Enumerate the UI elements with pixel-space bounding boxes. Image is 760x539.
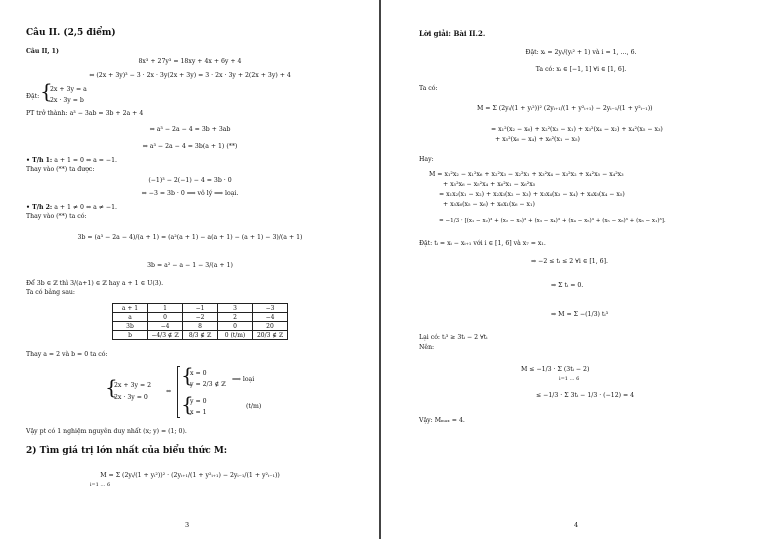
case-condition: a + 1 = 0 ⇔ a = −1. [54, 157, 117, 164]
table-cell: a + 1 [113, 304, 148, 313]
equation: = x₁x₂(x₁ − x₂) + x₂x₃(x₂ − x₃) + x₃x₄(x₃ − x₄) + x₄x₅(x₄ − x₅) [439, 191, 625, 198]
text-line: Lại có: tᵢ³ ≥ 3tᵢ − 2 ∀tᵢ [419, 334, 488, 341]
table-cell: −1 [183, 304, 218, 313]
text-line: Để 3b ∈ ℤ thì 3/(a+1) ∈ ℤ hay a + 1 ∈ U(3). [26, 280, 164, 287]
table-cell: −3 [253, 304, 288, 313]
equation: (−1)³ − 2(−1) − 4 = 3b · 0 [148, 177, 232, 184]
equation: ⇔ (2x + 3y)³ − 3 · 2x · 3y(2x + 3y) = 3 · 2x · 3y + 2(2x + 3y) + 4 [89, 72, 291, 79]
equation: + x₅²x₆ − x₅²x₄ + x₆²x₁ − x₆²x₅ [443, 181, 536, 188]
conclusion: Vậy: Mₘₐₓ = 4. [419, 417, 465, 424]
table-cell: −4/3 ∉ ℤ [148, 331, 183, 340]
equation: + x₅x₆(x₅ − x₆) + x₆x₁(x₆ − x₁) [443, 201, 535, 208]
sum-limits: i=1 … 6 [559, 376, 580, 382]
dat-label: Đặt: [26, 93, 40, 100]
sum-limits: i=1 … 6 [89, 482, 111, 488]
equation: 8x³ + 27y³ = 18xy + 4x + 6y + 4 [138, 58, 242, 65]
equation: = x₁²(x₂ − x₆) + x₂²(x₃ − x₁) + x₃²(x₄ − x₂) + x₄²(x₅ − x₃) [491, 126, 663, 133]
equation: 2x + 3y = a [50, 86, 87, 93]
table-cell: −2 [183, 313, 218, 322]
table-cell: 8 [183, 322, 218, 331]
equation: = −1/3 · [(x₁ − x₂)³ + (x₂ − x₃)³ + (x₃ − x₄)³ + (x₄ − x₅)³ + (x₅ − x₆)³ + (x₆ − x₁)³]. [439, 218, 666, 224]
equation: y = 2/3 ∉ ℤ [190, 381, 226, 388]
text-line: ⟹ loại [232, 376, 255, 383]
table-cell: 2 [218, 313, 253, 322]
text-line: Đặt: tᵢ = xᵢ − xᵢ₊₁ với i ∈ [1, 6] và x₇ = x₁. [419, 240, 546, 247]
text-line: Ta có: [419, 85, 438, 92]
equation: 2x · 3y = b [50, 97, 84, 104]
text-line: Thay vào (**) ta có: [26, 213, 87, 220]
big-bracket [177, 366, 180, 418]
equation: x = 0 [190, 370, 207, 377]
equation: ⇔ a³ − 2a − 4 = 3b + 3ab [149, 126, 231, 133]
page-right [381, 0, 760, 539]
table-cell: 0 (t/m) [218, 331, 253, 340]
table-cell: −4 [253, 313, 288, 322]
table-cell: 0 [148, 313, 183, 322]
section-title: Câu II. (2,5 điểm) [26, 28, 116, 38]
table-row [113, 331, 288, 340]
text-line: Hay: [419, 156, 434, 163]
table-cell: 20 [253, 322, 288, 331]
equation: y = 0 [190, 398, 207, 405]
equation: M = x₁²x₂ − x₁²x₆ + x₂²x₃ − x₂²x₁ + x₃²x₄ − x₃²x₂ + x₄²x₅ − x₄²x₃ [429, 171, 624, 178]
table-cell: 20/3 ∉ ℤ [253, 331, 288, 340]
brace-icon: { [181, 363, 194, 387]
page-number: 3 [185, 521, 190, 529]
case-title: • T/h 1: [26, 157, 53, 164]
question-title: 2) Tìm giá trị lớn nhất của biểu thức M: [26, 446, 228, 456]
text-line: Thay vào (**) ta được: [26, 166, 95, 173]
solution-title: Lời giải: Bài II.2. [419, 29, 486, 38]
equation: Đặt: xᵢ = 2yᵢ/(yᵢ² + 1) và i = 1, …, 6. [525, 49, 637, 56]
equation: + x₅²(x₆ − x₄) + x₆²(x₁ − x₅) [495, 136, 580, 143]
table-cell: 3b [113, 322, 148, 331]
page-left [0, 0, 379, 539]
iff-symbol: ⇔ [166, 388, 172, 395]
text-line: Ta có bảng sau: [26, 289, 75, 296]
table-row [113, 304, 288, 313]
equation: Ta có: xᵢ ∈ [−1, 1] ∀i ∈ [1, 6]. [535, 66, 627, 73]
brace-icon: { [40, 79, 53, 103]
table-cell: 8/3 ∉ ℤ [183, 331, 218, 340]
equation: ⇒ −2 ≤ tᵢ ≤ 2 ∀i ∈ [1, 6]. [531, 258, 608, 265]
page-number: 4 [574, 521, 579, 529]
table-cell: −4 [148, 322, 183, 331]
table-cell: 1 [148, 304, 183, 313]
text-line: Thay a = 2 và b = 0 ta có: [26, 351, 108, 358]
equation: 3b = (a³ − 2a − 4)/(a + 1) = (a²(a + 1) − a(a + 1) − (a + 1) − 3)/(a + 1) [77, 234, 303, 241]
equation: ⇒ Σ tᵢ = 0. [551, 282, 584, 289]
equation: 2x · 3y = 0 [114, 394, 148, 401]
equation: M = Σ (2yᵢ/(1 + yᵢ²))² · (2yᵢ₊₁/(1 + y²ᵢ₊₁) − 2yᵢ₋₁/(1 + y²ᵢ₋₁)) [100, 472, 280, 479]
case-condition: a + 1 ≠ 0 ⇔ a ≠ −1. [54, 204, 117, 211]
brace-icon: { [105, 375, 118, 399]
table-row [113, 313, 288, 322]
table-cell: a [113, 313, 148, 322]
equation: M ≤ −1/3 · Σ (3tᵢ − 2) [521, 366, 590, 373]
text-line: Nên: [419, 344, 435, 351]
equation: ⇔ a³ − 2a − 4 = 3b(a + 1) (**) [142, 143, 238, 150]
brace-icon: { [181, 392, 194, 416]
equation: M = Σ (2yᵢ/(1 + yᵢ²))² (2yᵢ₊₁/(1 + y²ᵢ₊₁) − 2yᵢ₋₁/(1 + y²ᵢ₋₁)) [477, 105, 653, 112]
case-title: • T/h 2: [26, 204, 53, 211]
equation: 3b = a² − a − 1 − 3/(a + 1) [147, 262, 233, 269]
table-cell: 0 [218, 322, 253, 331]
part-title: Câu II, 1) [26, 48, 59, 55]
table-cell: 3 [218, 304, 253, 313]
table-row [113, 322, 288, 331]
text-line: PT trở thành: a³ − 3ab = 3b + 2a + 4 [26, 110, 144, 117]
conclusion: Vậy pt có 1 nghiệm nguyên duy nhất (x; y) = (1; 0). [26, 428, 187, 435]
equation: ≤ −1/3 · Σ 3tᵢ − 1/3 · (−12) = 4 [536, 392, 635, 399]
equation: 2x + 3y = 2 [114, 382, 152, 389]
equation: ⇒ M = Σ −(1/3) tᵢ³ [551, 311, 609, 318]
equation: x = 1 [190, 409, 207, 416]
text-line: (t/m) [246, 403, 262, 410]
table-cell: b [113, 331, 148, 340]
value-table [112, 303, 288, 340]
equation: ⇔ −3 = 3b · 0 ⟹ vô lý ⟹ loại. [141, 190, 239, 197]
